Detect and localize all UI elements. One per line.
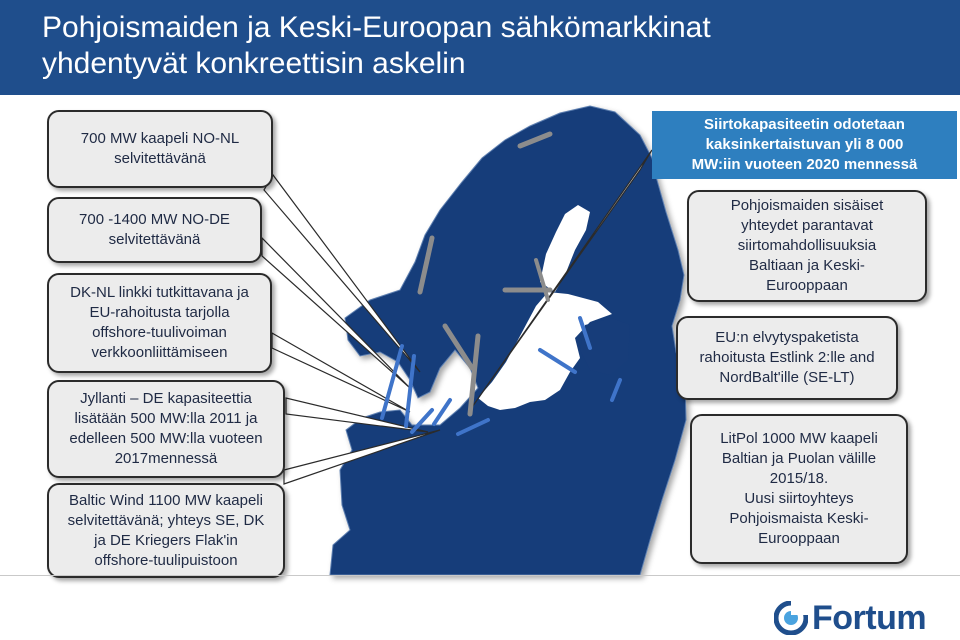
callout-line: EU:n elvytyspaketista — [715, 329, 859, 346]
title-line-1: Pohjoismaiden ja Keski-Euroopan sähkömarkkinat — [42, 11, 711, 44]
callout-no-nl — [47, 110, 273, 188]
callout-line: lisätään 500 MW:lla 2011 ja — [74, 410, 258, 427]
callout-line: Baltiaan ja Keski- — [749, 257, 865, 274]
callout-baltic-wind — [47, 483, 285, 578]
footer-divider — [0, 575, 960, 576]
callout-line: rahoitusta Estlink 2:lle and — [699, 349, 875, 366]
callout-line: Eurooppaan — [758, 530, 840, 547]
logo-text: Fortum — [812, 598, 927, 637]
capacity-info-box — [652, 111, 957, 179]
callout-nordic-internal — [687, 190, 927, 302]
fortum-logo-icon — [774, 601, 808, 635]
callout-line: Pohjoismaiden sisäiset — [730, 197, 884, 214]
callout-line: Baltic Wind 1100 MW kaapeli — [69, 491, 263, 509]
callout-line: selvitettävänä — [114, 150, 206, 167]
callout-line: Eurooppaan — [766, 277, 848, 294]
callout-dk-nl — [47, 273, 272, 373]
callout-line: yhteydet parantavat — [741, 217, 873, 234]
callout-eu-recovery — [676, 316, 898, 400]
callout-line: DK-NL linkki tutkittavana ja — [70, 284, 249, 301]
callout-jutland-de — [47, 380, 285, 478]
info-line: Siirtokapasiteetin odotetaan — [704, 116, 905, 133]
callout-line: selvitettävänä; yhteys SE, DK — [67, 511, 265, 529]
callout-line: LitPol 1000 MW kaapeli — [720, 430, 878, 447]
callout-litpol — [690, 414, 908, 564]
info-line: kaksinkertaistuvan yli 8 000 — [705, 136, 904, 153]
callout-line: 700 MW kaapeli NO-NL — [80, 130, 240, 147]
fortum-logo — [774, 598, 926, 638]
callout-line: Jyllanti – DE kapasiteettia — [80, 390, 252, 407]
callout-line: ja DE Kriegers Flak'in — [94, 531, 238, 549]
callout-line: selvitettävänä — [108, 231, 201, 248]
callout-line: offshore-tuulipuistoon — [94, 551, 238, 569]
callout-no-de — [47, 197, 262, 263]
callout-line: Uusi siirtoyhteys — [744, 490, 854, 507]
callout-line: Baltian ja Puolan välille — [721, 450, 877, 467]
title-line-2: yhdentyvät konkreettisin askelin — [42, 47, 466, 80]
callout-line: edelleen 500 MW:lla vuoteen — [69, 430, 263, 447]
landmass — [330, 106, 686, 575]
info-line: MW:iin vuoteen 2020 mennessä — [691, 156, 918, 173]
callout-line: verkkoonliittämiseen — [91, 344, 228, 361]
callout-line: 2017mennessä — [114, 450, 218, 467]
callout-line: offshore-tuulivoiman — [92, 324, 227, 341]
callout-line: 700 -1400 MW NO-DE — [79, 211, 230, 228]
callout-line: Pohjoismaista Keski- — [729, 510, 869, 527]
callout-line: NordBalt'ille (SE-LT) — [719, 369, 855, 386]
callout-line: 2015/18. — [769, 470, 829, 487]
callout-line: siirtomahdollisuuksia — [737, 237, 877, 254]
callout-line: EU-rahoitusta tarjolla — [89, 304, 230, 321]
